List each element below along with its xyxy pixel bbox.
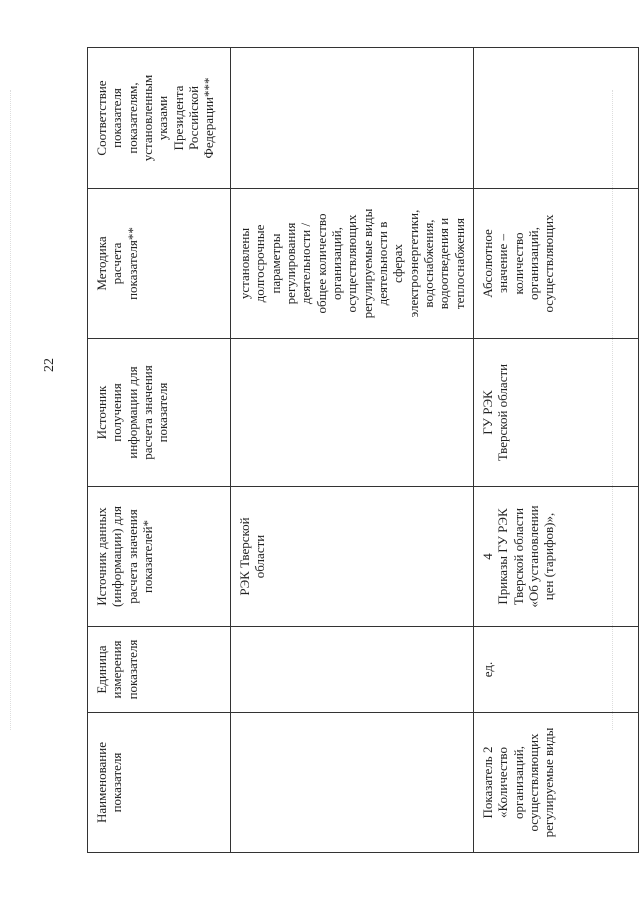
cell-indicator-name: Показатель 2 «Количество организаций, осуществляющих регулируемые виды [473, 713, 638, 853]
rotated-table-container [87, 48, 557, 853]
indicator-table [87, 47, 639, 853]
table-row [473, 48, 638, 853]
header-compliance: Соответствие показателя показателям, установленным указами Президента Российской Федерации*** [88, 48, 231, 189]
margin-guide-left [10, 90, 12, 730]
cell-compliance [473, 48, 638, 189]
header-data-source: Источник данных (информации) для расчета значения показателей* [88, 487, 231, 627]
header-unit: Единица измерения показателя [88, 627, 231, 713]
cell-indicator-name [231, 713, 474, 853]
header-method: Методика расчета показателя** [88, 189, 231, 339]
cell-unit [231, 627, 474, 713]
cell-data-source: 4 Приказы ГУ РЭК Тверской области «Об установлении цен (тарифов)», [473, 487, 638, 627]
cell-unit: ед. [473, 627, 638, 713]
cell-data-source: РЭК Тверской области [231, 487, 474, 627]
header-indicator-name: Наименование показателя [88, 713, 231, 853]
cell-info-source: ГУ РЭК Тверской области [473, 339, 638, 487]
cell-method: Абсолютное значение – количество организаций, осуществляющих [473, 189, 638, 339]
cell-method: установлены долгосрочные параметры регулирования деятельности / общее количество организаций, осуществляющих регулируемые виды деятельности в сферах электроэнергетики, водоснабжения, водоотведения и теплоснабжения [231, 189, 474, 339]
cell-info-source [231, 339, 474, 487]
table-header-row [88, 48, 231, 853]
table-row [231, 48, 474, 853]
page-number: 22 [42, 358, 57, 372]
header-info-source: Источник получения информации для расчета значения показателя [88, 339, 231, 487]
cell-compliance [231, 48, 474, 189]
